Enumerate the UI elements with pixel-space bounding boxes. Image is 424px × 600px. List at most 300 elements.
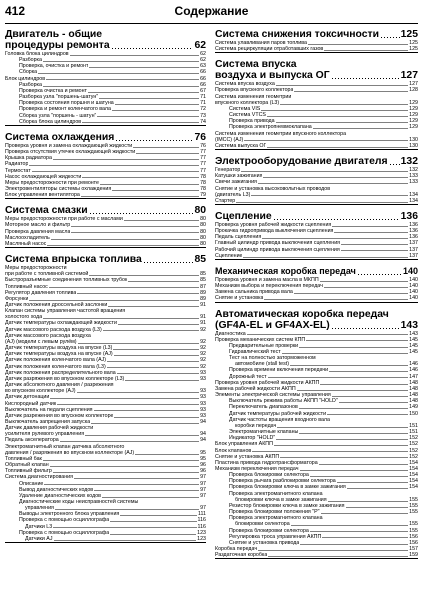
entry-text: Рабочий цилиндр привода выключения сцепления xyxy=(215,246,340,253)
entry-text: Предварительные проверки xyxy=(229,342,299,349)
entry-page-number: 154 xyxy=(409,472,418,479)
entry-text: при работе с топливной системой xyxy=(5,271,89,278)
dot-leader xyxy=(29,165,199,166)
entry-page-number: 96 xyxy=(200,468,206,475)
dot-leader xyxy=(252,451,408,452)
dot-leader xyxy=(290,365,408,366)
entry-text: Проверка уровня и замена охлаждающей жидкости xyxy=(5,142,133,149)
dot-leader xyxy=(247,334,408,335)
entry-text: Замена рабочей жидкости АКПП xyxy=(215,385,296,392)
section-page-number: 136 xyxy=(400,210,418,222)
dot-leader xyxy=(320,281,409,282)
entry-page-number: 154 xyxy=(409,459,418,466)
dot-leader xyxy=(299,408,408,409)
entry-page-number: 148 xyxy=(409,398,418,405)
entry-page-number: 127 xyxy=(409,81,418,88)
dot-leader xyxy=(331,78,400,79)
entry-text: Регулировка троса управления АКПП xyxy=(229,533,322,540)
entry-page-number: 140 xyxy=(409,283,418,290)
section-title[interactable] xyxy=(5,132,206,143)
dot-leader xyxy=(258,550,408,551)
dot-leader xyxy=(273,219,400,220)
entry-page-number: 143 xyxy=(409,330,418,337)
entry-text: Система выпуска ОГ xyxy=(215,142,267,149)
dot-leader xyxy=(118,324,199,325)
entry-page-number: 130 xyxy=(409,142,418,149)
entry-page-number: 123 xyxy=(197,535,206,542)
entry-text: Регулятор давления топлива xyxy=(5,289,77,296)
entry-text: Коробка передач xyxy=(215,546,258,552)
entry-text: Сборка xyxy=(19,69,38,76)
entry-text: Переключатель диапазонов xyxy=(229,404,298,411)
dot-leader xyxy=(46,79,199,80)
entry-page-number: 94 xyxy=(200,418,206,425)
dot-leader xyxy=(38,73,199,74)
toc-entry[interactable] xyxy=(215,253,418,259)
dot-leader xyxy=(110,521,196,522)
dot-leader xyxy=(82,122,199,123)
dot-leader xyxy=(115,140,193,141)
dot-leader xyxy=(280,104,408,105)
entry-page-number: 136 xyxy=(409,234,418,241)
entry-text: Проверка уровня и замена масла в МКПП xyxy=(215,276,319,283)
toc-entry-line: Система изменения геометрии xyxy=(215,93,292,100)
entry-text: Резистор блокировки ключа в замке зажигания xyxy=(229,502,345,509)
dot-leader xyxy=(324,287,408,288)
toc-entry[interactable] xyxy=(5,119,206,125)
toc-entry[interactable] xyxy=(215,46,418,52)
entry-text: Выключатель на педали сцепления xyxy=(5,406,93,413)
entry-text: Насос охлаждающей жидкости xyxy=(5,173,82,180)
entry-text: Проверка блокировки селектора xyxy=(229,527,309,534)
toc-entry-line: Датчик массового расхода воздуха xyxy=(5,332,91,339)
toc-entry[interactable] xyxy=(215,295,418,301)
section-title-line: Система впуска xyxy=(215,59,297,71)
entry-text: Проверка уровня рабочей жидкости АКПП xyxy=(215,379,320,386)
entry-text: Механизм выбора и переключения передач xyxy=(215,283,323,290)
entry-page-number: 140 xyxy=(409,295,418,302)
entry-page-number: 92 xyxy=(200,351,206,358)
entry-text: Описание xyxy=(19,480,44,487)
toc-entry-line: Датчик давления рабочей жидкости xyxy=(5,425,94,432)
dot-leader xyxy=(29,300,199,301)
entry-text: Разборка xyxy=(19,57,42,64)
section-title[interactable] xyxy=(5,205,206,216)
entry-text: Блок управления АКПП xyxy=(215,441,273,448)
entry-page-number: 149 xyxy=(409,404,418,411)
section-title[interactable] xyxy=(215,320,418,331)
dot-leader xyxy=(268,377,409,378)
entry-text: Система рециркуляции отработавших газов xyxy=(215,46,324,53)
entry-text: Маслоохладитель xyxy=(5,234,50,241)
entry-text: Педаль акселератора xyxy=(5,437,59,444)
entry-text: Датчик положения коленчатого вала (L3) xyxy=(5,363,106,370)
dot-leader xyxy=(347,488,408,489)
toc-entry-line: Датчик частоты вращения входного вала xyxy=(229,416,330,423)
dot-leader xyxy=(128,281,199,282)
dot-leader xyxy=(77,293,199,294)
entry-page-number: 140 xyxy=(409,276,418,283)
entry-text: Система VTCS xyxy=(229,112,266,119)
dot-leader xyxy=(341,244,408,245)
toc-entry-line: Датчик абсолютного давления / разрежения xyxy=(5,382,114,389)
dot-leader xyxy=(244,140,408,141)
entry-text: Снятие и установка привода xyxy=(229,539,300,546)
entry-page-number: 97 xyxy=(200,505,206,512)
entry-page-number: 85 xyxy=(200,277,206,284)
section-page-number: 76 xyxy=(194,131,206,143)
entry-page-number: 145 xyxy=(409,342,418,349)
toc-entry[interactable] xyxy=(215,198,418,204)
entry-page-number: 134 xyxy=(409,197,418,204)
entry-text: Топливный бак xyxy=(5,455,42,462)
entry-text: Проверка уровня рабочей жидкости сцепления xyxy=(215,221,332,228)
entry-text: Датчики L3 xyxy=(25,523,53,530)
dot-leader xyxy=(332,396,408,397)
entry-text: Элементы электрической системы управления xyxy=(215,392,331,399)
dot-leader xyxy=(94,410,200,411)
entry-text: Проверка блокировки положения "P" xyxy=(229,509,320,516)
dot-leader xyxy=(113,349,199,350)
entry-text: Снятие и установка АКПП xyxy=(215,453,280,460)
dot-leader xyxy=(54,540,197,541)
entry-page-number: 155 xyxy=(409,502,418,509)
entry-text: Меры предосторожности при работе с маслами xyxy=(5,216,123,223)
entry-page-number: 129 xyxy=(409,112,418,119)
section-title-text: воздуха и выпуска ОГ xyxy=(215,70,330,82)
dot-leader xyxy=(43,460,199,461)
entry-page-number: 159 xyxy=(409,552,418,559)
dot-leader xyxy=(120,515,197,516)
toc-entry-line: Тест на полностью заторможенном xyxy=(229,355,316,362)
dot-leader xyxy=(319,464,408,465)
dot-leader xyxy=(334,232,408,233)
dot-leader xyxy=(267,116,408,117)
dot-leader xyxy=(77,392,200,393)
entry-text: Форсунки xyxy=(5,295,29,302)
dot-leader xyxy=(81,196,199,197)
entry-text: Проверка времени включения передачи xyxy=(229,367,329,374)
section-title-line: Двигатель - общие xyxy=(5,29,103,40)
section-page-number: 140 xyxy=(402,265,418,276)
dot-leader xyxy=(124,220,199,221)
toc-entry-line: Электромагнитный клапан датчика абсолютного xyxy=(5,443,125,450)
toc-section xyxy=(215,309,418,560)
toc-entry-line: Диагностические коды неисправностей системы xyxy=(19,499,139,505)
entry-page-number: 63 xyxy=(200,63,206,70)
dot-leader xyxy=(321,513,409,514)
entry-page-number: 89 xyxy=(200,289,206,296)
dot-leader xyxy=(299,347,408,348)
entry-text: Сборка блока цилиндров xyxy=(19,118,82,125)
toc-section xyxy=(215,211,418,260)
toc-section xyxy=(215,29,418,53)
entry-text: Проверка рычага разблокировки селектора xyxy=(229,478,336,485)
entry-page-number: 71 xyxy=(200,94,206,101)
entry-text: Система диагностирования xyxy=(5,474,73,481)
entry-text: Прокачка гидропривода выключения сцепления xyxy=(215,228,334,235)
entry-page-number: 93 xyxy=(200,375,206,382)
entry-page-number: 136 xyxy=(409,221,418,228)
entry-page-number: 80 xyxy=(200,240,206,247)
dot-leader xyxy=(111,48,194,49)
dot-leader xyxy=(291,525,408,526)
entry-page-number: 156 xyxy=(409,533,418,540)
entry-page-number: 78 xyxy=(200,185,206,192)
toc-entry-line: Меры предосторожности xyxy=(5,265,67,272)
dot-leader xyxy=(300,544,408,545)
entry-text: Проверка с помощью осциллографа xyxy=(19,529,110,536)
entry-page-number: 116 xyxy=(197,523,206,530)
dot-leader xyxy=(300,470,409,471)
dot-leader xyxy=(299,433,408,434)
dot-leader xyxy=(50,466,199,467)
entry-page-number: 66 xyxy=(200,69,206,76)
entry-page-number: 157 xyxy=(409,546,418,552)
entry-page-number: 80 xyxy=(200,234,206,241)
entry-page-number: 80 xyxy=(200,216,206,223)
dot-leader xyxy=(346,507,409,508)
dot-leader xyxy=(241,171,408,172)
entry-text: Проверка блокировки ключа в замке зажигания xyxy=(229,484,346,491)
toc-entry-line: Клапан системы управления частотой вращения xyxy=(5,308,126,315)
dot-leader xyxy=(89,213,194,214)
entry-text: усилителя рулевого управления xyxy=(5,431,85,438)
section-title[interactable] xyxy=(215,29,418,40)
entry-text: Радиатор xyxy=(5,161,29,168)
dot-leader xyxy=(114,417,199,418)
dot-leader xyxy=(143,262,194,263)
section-title-text: Сцепление xyxy=(215,210,272,222)
section-title[interactable] xyxy=(215,211,418,222)
entry-page-number: 66 xyxy=(200,75,206,82)
entry-page-number: 93 xyxy=(200,406,206,413)
entry-page-number: 95 xyxy=(200,449,206,456)
dot-leader xyxy=(389,164,400,165)
toc-entry[interactable] xyxy=(215,143,418,149)
section-title[interactable] xyxy=(215,266,418,277)
dot-leader xyxy=(108,306,199,307)
entry-text: Сцепление xyxy=(215,252,243,259)
section-title[interactable] xyxy=(5,40,206,51)
entry-text: Система улавливания паров топлива xyxy=(215,40,307,46)
entry-page-number: 92 xyxy=(200,345,206,352)
entry-text: Раздаточная коробка xyxy=(215,552,268,559)
entry-page-number: 96 xyxy=(200,462,206,469)
entry-text: Моторное масло и фильтр xyxy=(5,222,71,229)
entry-text: Проверка электропневмоклапана xyxy=(229,124,312,131)
entry-page-number: 129 xyxy=(409,105,418,112)
dot-leader xyxy=(91,423,199,424)
entry-text: Главный цилиндр привода выключения сцепления xyxy=(215,240,341,247)
entry-page-number: 140 xyxy=(409,289,418,296)
entry-page-number: 155 xyxy=(409,509,418,516)
toc-left-column xyxy=(5,29,206,543)
entry-text: Свечи зажигания xyxy=(215,179,257,186)
entry-text: Датчик положения дроссельной заслонки xyxy=(5,302,108,308)
toc-entry-line: Снятие и установка высоковольтных проводов xyxy=(215,185,331,192)
dot-leader xyxy=(51,239,199,240)
section-title-text: Механическая коробка передач xyxy=(215,265,356,276)
entry-page-number: 77 xyxy=(200,167,206,174)
entry-page-number: 156 xyxy=(409,539,418,546)
dot-leader xyxy=(88,92,199,93)
entry-page-number: 92 xyxy=(200,357,206,364)
entry-text: Крышка радиатора xyxy=(5,155,52,162)
entry-page-number: 133 xyxy=(409,179,418,186)
section-page-number: 62 xyxy=(194,40,206,51)
entry-text: Блок цилиндров xyxy=(5,75,46,82)
entry-text: Электромагнитные клапаны xyxy=(229,429,299,436)
entry-page-number: 92 xyxy=(200,326,206,333)
entry-text: Удаление диагностических кодов xyxy=(19,492,101,499)
entry-text: Проверка, очистка и ремонт xyxy=(19,63,89,70)
entry-page-number: 129 xyxy=(409,118,418,125)
toc-entry[interactable] xyxy=(215,552,418,558)
entry-page-number: 95 xyxy=(200,455,206,462)
entry-page-number: 147 xyxy=(409,373,418,380)
entry-page-number: 77 xyxy=(200,155,206,162)
section-page-number: 80 xyxy=(194,205,206,217)
entry-page-number: 155 xyxy=(409,521,418,528)
dot-leader xyxy=(49,287,199,288)
entry-text: Сборка узла "поршень - шатун" xyxy=(19,112,97,119)
entry-text: Датчик температуры охлаждающей жидкости xyxy=(5,320,117,327)
entry-page-number: 92 xyxy=(200,338,206,345)
entry-text: Проверка впускного коллектора xyxy=(215,87,294,94)
toc-section xyxy=(5,132,206,199)
section-page-number: 127 xyxy=(400,70,418,82)
dot-leader xyxy=(306,340,408,341)
dot-leader xyxy=(310,476,408,477)
section-title[interactable] xyxy=(215,70,418,81)
entry-page-number: 152 xyxy=(409,441,418,448)
entry-text: Система VIS xyxy=(229,105,261,112)
dot-leader xyxy=(60,441,199,442)
toc-entry[interactable] xyxy=(5,536,206,542)
entry-text: Датчик температуры воздуха на впуске (L3) xyxy=(5,345,113,352)
entry-text: Головка блока цилиндров xyxy=(5,51,69,57)
entry-text: Пластина привода гидротрансформатора xyxy=(215,459,318,466)
entry-text: Механизм переключения передач xyxy=(215,465,299,472)
entry-text: Индикатор "HOLD" xyxy=(229,435,276,442)
section-page-number: 143 xyxy=(400,319,418,331)
entry-page-number: 80 xyxy=(200,228,206,235)
section-page-number: 125 xyxy=(400,29,418,40)
dot-leader xyxy=(136,153,199,154)
entry-page-number: 74 xyxy=(200,118,206,125)
dot-leader xyxy=(276,85,408,86)
dot-leader xyxy=(114,355,199,356)
section-title-text: процедуры ремонта xyxy=(5,40,110,51)
dot-leader xyxy=(100,184,199,185)
dot-leader xyxy=(251,195,408,196)
dot-leader xyxy=(50,398,199,399)
dot-leader xyxy=(89,67,199,68)
entry-page-number: 71 xyxy=(200,100,206,107)
entry-page-number: 148 xyxy=(409,379,418,386)
dot-leader xyxy=(324,50,408,51)
entry-text: Диагностика xyxy=(215,330,246,337)
dot-leader xyxy=(53,159,199,160)
section-title[interactable] xyxy=(215,156,418,167)
toc-section xyxy=(5,205,206,248)
section-title-line: Автоматическая коробка передач xyxy=(215,308,389,320)
toc-entry[interactable] xyxy=(5,241,206,247)
section-title-text: Электрооборудование двигателя xyxy=(215,156,388,168)
entry-page-number: 130 xyxy=(409,136,418,143)
toc-entry[interactable] xyxy=(5,192,206,198)
entry-page-number: 111 xyxy=(197,511,206,518)
dot-leader xyxy=(133,147,199,148)
toc-section xyxy=(5,29,206,126)
dot-leader xyxy=(53,527,196,528)
dot-leader xyxy=(107,361,199,362)
toc-section xyxy=(215,266,418,303)
entry-page-number: 92 xyxy=(200,363,206,370)
dot-leader xyxy=(294,293,408,294)
entry-text: Датчик разряжения во впускном коллекторе (L3) xyxy=(5,375,125,382)
entry-page-number: 67 xyxy=(200,87,206,94)
entry-page-number: 116 xyxy=(197,517,206,524)
entry-text: Датчик массового расхода воздуха (L3) xyxy=(5,326,102,333)
entry-page-number: 152 xyxy=(409,453,418,460)
entry-page-number: 125 xyxy=(409,46,418,53)
entry-text: коробки передач xyxy=(235,422,277,429)
entry-page-number: 89 xyxy=(200,295,206,302)
dot-leader xyxy=(332,226,408,227)
dot-leader xyxy=(43,86,199,87)
section-title-text: Система охлаждения xyxy=(5,131,115,143)
entry-page-number: 87 xyxy=(200,283,206,290)
dot-leader xyxy=(341,250,408,251)
section-title[interactable] xyxy=(5,254,206,265)
entry-text: Проверка отсутствия утечек охлаждающей жидкости xyxy=(5,149,136,156)
entry-page-number: 132 xyxy=(409,167,418,174)
entry-text: Датчики AJ xyxy=(25,535,53,542)
entry-text: Выключатель запрещения запуска xyxy=(5,418,91,425)
dot-leader xyxy=(331,328,400,329)
dot-leader xyxy=(308,44,408,45)
dot-leader xyxy=(110,534,196,535)
entry-page-number: 78 xyxy=(200,179,206,186)
dot-leader xyxy=(47,245,199,246)
entry-page-number: 97 xyxy=(200,486,206,493)
entry-text: во впускном коллекторе (AJ) xyxy=(5,388,76,395)
section-title-text: (GF4A-EL и GF4AX-EL) xyxy=(215,319,330,331)
section-page-number: 132 xyxy=(400,156,418,168)
entry-text: Масляный насос xyxy=(5,240,47,247)
dot-leader xyxy=(313,128,408,129)
entry-text: Генератор xyxy=(215,167,241,174)
entry-text: Проверка очистка и ремонт xyxy=(19,87,87,94)
entry-page-number: 134 xyxy=(409,191,418,198)
entry-page-number: 145 xyxy=(409,349,418,355)
toc-entry-line: Система изменения геометрии впускного коллектора xyxy=(215,130,347,137)
entry-page-number: 133 xyxy=(409,173,418,180)
toc-section xyxy=(215,59,418,150)
entry-page-number: 93 xyxy=(200,412,206,419)
dot-leader xyxy=(112,190,199,191)
entry-page-number: 128 xyxy=(409,87,418,94)
entry-page-number: 93 xyxy=(200,394,206,401)
entry-page-number: 152 xyxy=(409,435,418,442)
entry-page-number: 85 xyxy=(200,271,206,278)
entry-page-number: 97 xyxy=(200,480,206,487)
entry-text: Вывод диагностических кодов xyxy=(19,486,94,493)
entry-text: Проверка давления масла xyxy=(5,228,71,235)
entry-text: Выключатель режима работы АКПП "HOLD" xyxy=(229,398,338,405)
